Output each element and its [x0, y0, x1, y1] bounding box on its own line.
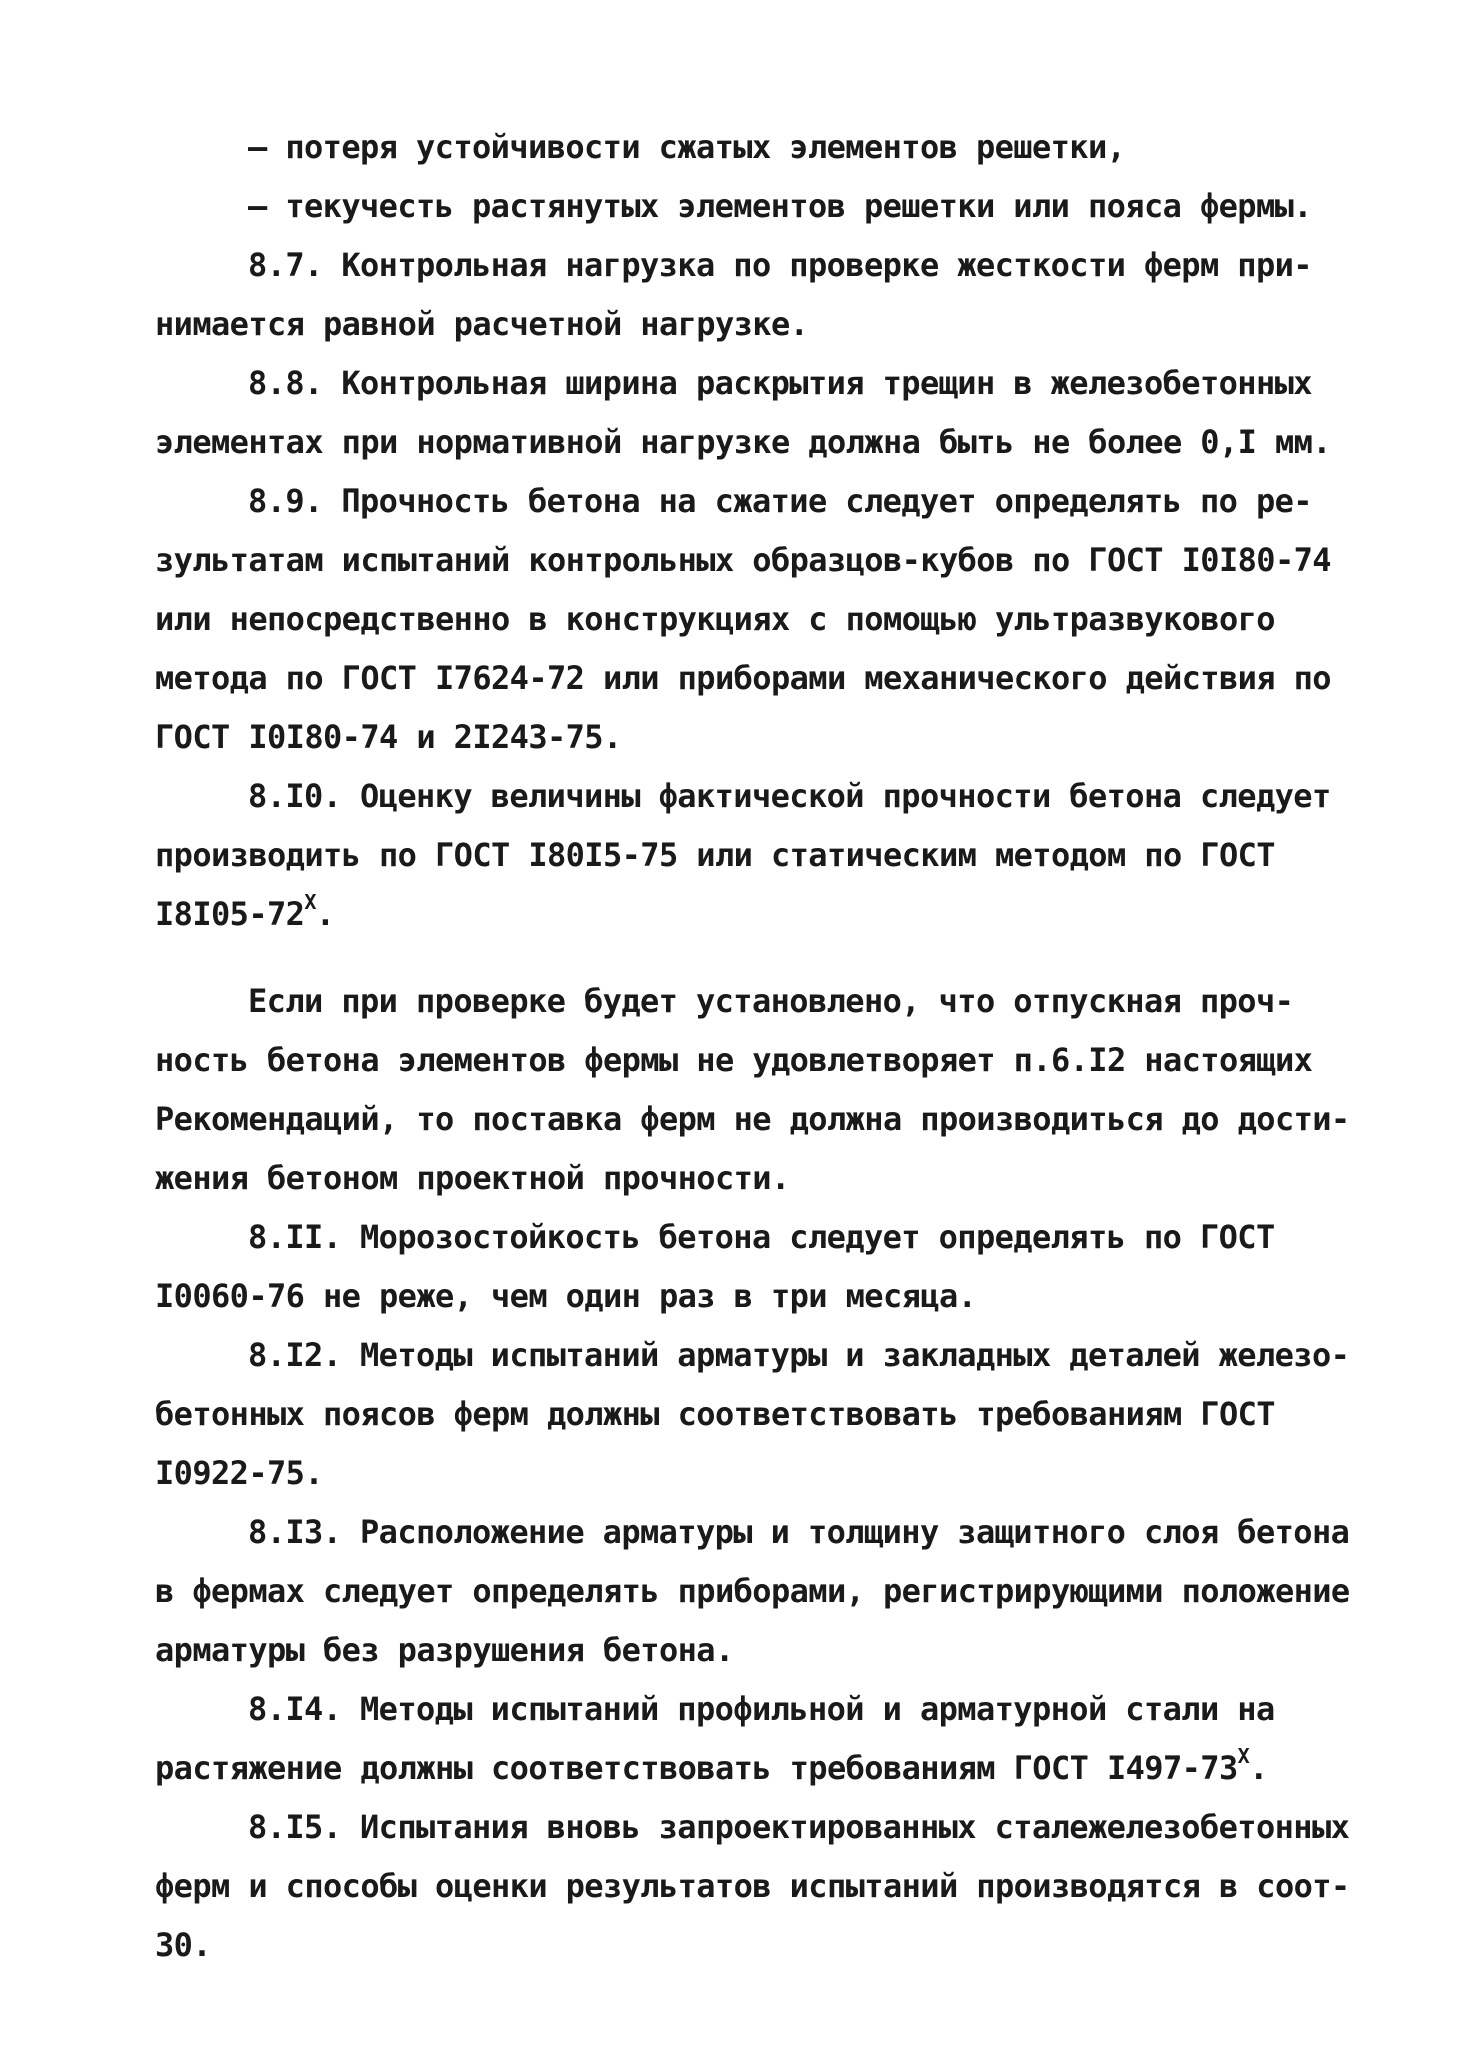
text-line: – текучесть растянутых элементов решетки или пояса фермы.: [248, 187, 1312, 225]
text-line-with-superscript: [155, 885, 1345, 944]
superscript-x: X: [304, 890, 316, 915]
text-line: I0922-75.: [155, 1454, 323, 1492]
text-line-with-superscript: [155, 1739, 1345, 1798]
standard-number: I8I05-72: [155, 895, 305, 933]
text-line: – потеря устойчивости сжатых элементов решетки,: [248, 128, 1126, 166]
text-line: в фермах следует определять приборами, регистрирующими положение: [155, 1572, 1350, 1610]
period: .: [1249, 1749, 1268, 1787]
paragraph-8-15-line: 8.I5. Испытания вновь запроектированных сталежелезобетонных: [248, 1808, 1350, 1846]
text-line: I0060-76 не реже, чем один раз в три месяца.: [155, 1277, 977, 1315]
paragraph-line: Если при проверке будет установлено, что отпускная проч-: [248, 982, 1294, 1020]
document-body: [155, 118, 1350, 1975]
text-line: производить по ГОСТ I80I5-75 или статическим методом по ГОСТ: [155, 836, 1275, 874]
text-line: арматуры без разрушения бетона.: [155, 1631, 734, 1669]
text-line: 30.: [155, 1926, 211, 1964]
text-line: метода по ГОСТ I7624-72 или приборами механического действия по: [155, 659, 1331, 697]
text-line: элементах при нормативной нагрузке должна быть не более 0,I мм.: [155, 423, 1331, 461]
text-line: ность бетона элементов фермы не удовлетворяет п.6.I2 настоящих: [155, 1041, 1313, 1079]
paragraph-8-10-line: 8.I0. Оценку величины фактической прочности бетона следует: [248, 777, 1331, 815]
paragraph-8-7-line: 8.7. Контрольная нагрузка по проверке жесткости ферм при-: [248, 246, 1312, 284]
text-line: зультатам испытаний контрольных образцов-кубов по ГОСТ I0I80-74: [155, 541, 1331, 579]
paragraph-8-13-line: 8.I3. Расположение арматуры и толщину защитного слоя бетона: [248, 1513, 1350, 1551]
text-line: Рекомендаций, то поставка ферм не должна производиться до дости-: [155, 1100, 1350, 1138]
paragraph-8-14-line: 8.I4. Методы испытаний профильной и арматурной стали на: [248, 1690, 1275, 1728]
text-line: ГОСТ I0I80-74 и 2I243-75.: [155, 718, 622, 756]
paragraph-8-11-line: 8.II. Морозостойкость бетона следует определять по ГОСТ: [248, 1218, 1275, 1256]
period: .: [315, 895, 335, 933]
text-line: бетонных поясов ферм должны соответствовать требованиям ГОСТ: [155, 1395, 1275, 1433]
paragraph-8-8-line: 8.8. Контрольная ширина раскрытия трещин в железобетонных: [248, 364, 1312, 402]
text-line: жения бетоном проектной прочности.: [155, 1159, 790, 1197]
paragraph-8-12-line: 8.I2. Методы испытаний арматуры и закладных деталей железо-: [248, 1336, 1350, 1374]
line-text: растяжение должны соответствовать требованиям ГОСТ I497-73: [155, 1749, 1238, 1787]
paragraph-8-9-line: 8.9. Прочность бетона на сжатие следует определять по ре-: [248, 482, 1312, 520]
text-line: или непосредственно в конструкциях с помощью ультразвукового: [155, 600, 1275, 638]
text-line: нимается равной расчетной нагрузке.: [155, 305, 809, 343]
text-line: ферм и способы оценки результатов испытаний производятся в соот-: [155, 1867, 1350, 1905]
superscript-x: X: [1237, 1744, 1250, 1769]
